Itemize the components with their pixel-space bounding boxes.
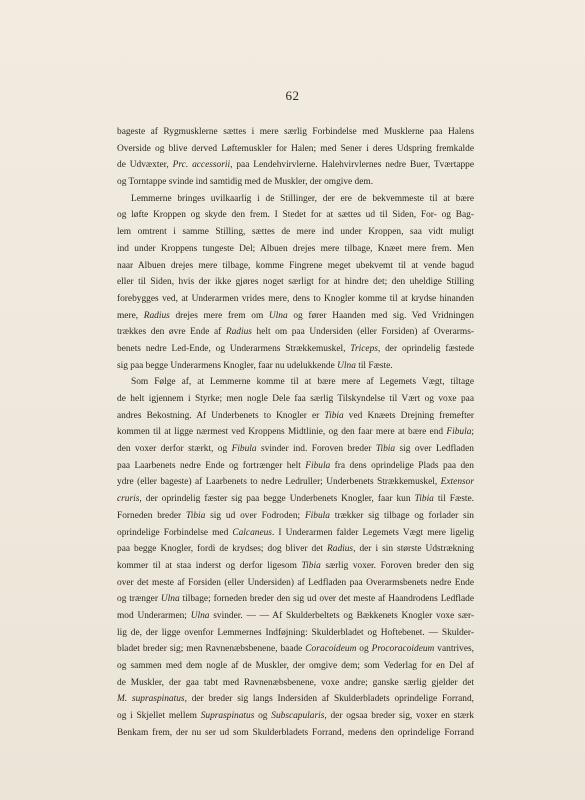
text-line: eller til Siden, hvis der ikke gjøres noget særligt for at hindre det; den uheldige Stilling	[117, 277, 474, 288]
text-line: naar Albuen drejes mere tilbage, komme Fingrene meget ubekvemt til at vende bagud	[117, 260, 474, 271]
text-line: den voxer derfor stærkt, og Fibula svinder ind. Foroven breder Tibia sig over Ledfladen	[117, 444, 474, 455]
text-line: Lemmerne bringes uvilkaarlig i de Stillinger, der ere de bekvemmeste til at bære	[131, 193, 474, 204]
italic-term: Tibia	[186, 510, 206, 521]
italic-term: Radius	[225, 327, 252, 338]
italic-term: Subscapularis	[271, 711, 325, 722]
text-line: andres Bekostning. Af Underbenets to Knogler er Tibia ved Knæets Drejning fremefter	[117, 410, 474, 421]
text-line: M. supraspinatus, der breder sig langs Indersiden af Skulderbladets oprindelige Forrand,	[117, 694, 474, 705]
text-line: og trænger Ulna tilbage; forneden breder den sig ud over det meste af Haandrodens Ledflade	[117, 594, 474, 605]
body-text	[117, 124, 474, 741]
italic-term: Fibula	[305, 460, 331, 471]
text-line: og løfte Kroppen og skyde den frem. I Stedet for at sættes ud til Siden, For- og Bag-	[117, 210, 474, 221]
text-line: forebygges ved, at Underarmen vrides mere, dens to Knogler komme til at krydse hinanden	[117, 293, 474, 304]
text-line: de Udvæxter, Prc. accessorii, paa Lendehvirvlerne. Halehvirvlernes nedre Buer, Tværtappe	[117, 160, 474, 171]
italic-term: Fibula	[304, 510, 330, 521]
italic-term: Ulna	[337, 360, 356, 371]
italic-term: Prc. accessorii	[172, 160, 231, 171]
text-line: kommer til at staa inderst og derfor ligesom Tibia særlig voxer. Foroven breder den sig	[117, 560, 474, 571]
text-line: Som Følge af, at Lemmerne komme til at bære mere af Legemets Vægt, tiltage	[131, 377, 474, 388]
text-line: og Torntappe svinde ind samtidig med de Muskler, der omgive dem.	[117, 177, 374, 188]
text-line: bladet breder sig; men Ravnenæbsbenene, baade Coracoideum og Procoracoideum vantrives,	[117, 644, 474, 655]
text-line: over det meste af Forsiden (eller Undersiden) af Ledfladen paa Overarmsbenets nedre Ende	[117, 577, 474, 588]
italic-term: Fibula	[231, 444, 257, 455]
text-line: bageste af Rygmusklerne sættes i mere særlig Forbindelse med Musklerne paa Halens	[117, 127, 474, 137]
text-line: oprindelige Forbindelse med Calcaneus. I Underarmen falder Legemets Vægt mere ligelig	[117, 527, 474, 538]
italic-term: Radius	[327, 544, 354, 555]
text-line: og sammen med dem nogle af de Muskler, der omgive dem; som Vederlag for en Del af	[117, 661, 474, 671]
text-line: Benkam frem, der nu ser ud som Skulderbladets Forrand, medens den oprindelige Forrand	[117, 727, 474, 738]
italic-term: Supraspinatus	[200, 711, 255, 722]
italic-term: Calcaneus	[232, 527, 272, 538]
italic-term: Ulna	[190, 610, 210, 621]
text-line: ind under Kroppens tungeste Del; Albuen drejes mere tilbage, Knæet mere frem. Men	[117, 243, 474, 254]
italic-term: Tibia	[324, 410, 344, 421]
text-line: paa begge Knogler, fordi de krydses; dog bliver det Radius, der i sin største Udstrækning	[117, 544, 474, 555]
italic-term: Coracoideum	[305, 644, 357, 655]
italic-term: cruris	[117, 494, 140, 505]
text-line: lem omtrent i samme Stilling, sættes de mere ind under Kroppen, saa vidt muligt	[117, 227, 474, 238]
text-line: cruris, der oprindelig fæster sig paa begge Underbenets Knogler, faar kun Tibia til Fæste.	[117, 494, 474, 505]
text-line: trækkes den øvre Ende af Radius helt om paa Undersiden (eller Forsiden) af Overarms-	[117, 327, 474, 338]
italic-term: Procoracoideum	[371, 644, 435, 655]
text-line: ydre (eller bageste) af Laarbenets to nedre Ledruller; Underbenets Strækkemuskel, Extensor	[117, 477, 474, 488]
text-line: de Muskler, der gaa tabt med Ravnenæbsbenene, voxe andre; ganske særlig gjelder det	[117, 677, 474, 688]
italic-term: Ulna	[268, 310, 288, 321]
text-line: og i Skjellet mellem Supraspinatus og Subscapularis, der ogsaa breder sig, voxer en stærk	[117, 711, 474, 722]
italic-term: Extensor	[440, 477, 474, 488]
italic-term: Triceps	[350, 343, 378, 354]
text-line: benets nedre Led-Ende, og Underarmens Strækkemuskel, Triceps, der oprindelig fæstede	[117, 343, 474, 354]
italic-term: M. supraspinatus	[117, 694, 185, 705]
text-line: mere, Radius drejes mere frem om Ulna og fører Haanden med sig. Ved Vridningen	[117, 310, 474, 321]
text-line: lig de, der ligge ovenfor Lemmernes Indføjning: Skulderbladet og Hoftebenet. — Skulder-	[117, 627, 474, 638]
text-line: sig paa begge Underarmens Knogler, faar nu udelukkende Ulna til Fæste.	[117, 360, 393, 371]
text-line: Forneden breder Tibia sig ud over Fodroden; Fibula trækker sig tilbage og forlader sin	[117, 510, 474, 521]
text-line: de helt igjennem i Styrke; men nogle Dele faa særlig Tilskyndelse til Vært og voxe paa	[117, 394, 474, 404]
italic-term: Fibula	[446, 427, 472, 438]
italic-term: Ulna	[160, 594, 180, 605]
text-line: mod Underarmen; Ulna svinder. — — Af Skulderbeltets og Bækkenets Knogler voxe sær-	[117, 610, 474, 621]
text-line: kommen til at ligge nærmest ved Kroppens Midtlinie, og den faar mere at bære end Fibula;	[117, 427, 474, 438]
italic-term: Tibia	[414, 494, 434, 505]
italic-term: Tibia	[301, 560, 321, 571]
italic-term: Radius	[143, 310, 170, 321]
text-line: Overside og blive derved Løftemuskler for Halen; med Sener i deres Udspring fremkalde	[117, 143, 474, 154]
italic-term: Tibia	[375, 444, 396, 455]
page-number: 62	[285, 88, 300, 103]
text-line: paa Laarbenets nedre Ende og fortrænger helt Fibula fra dens oprindelige Plads paa den	[117, 460, 474, 471]
